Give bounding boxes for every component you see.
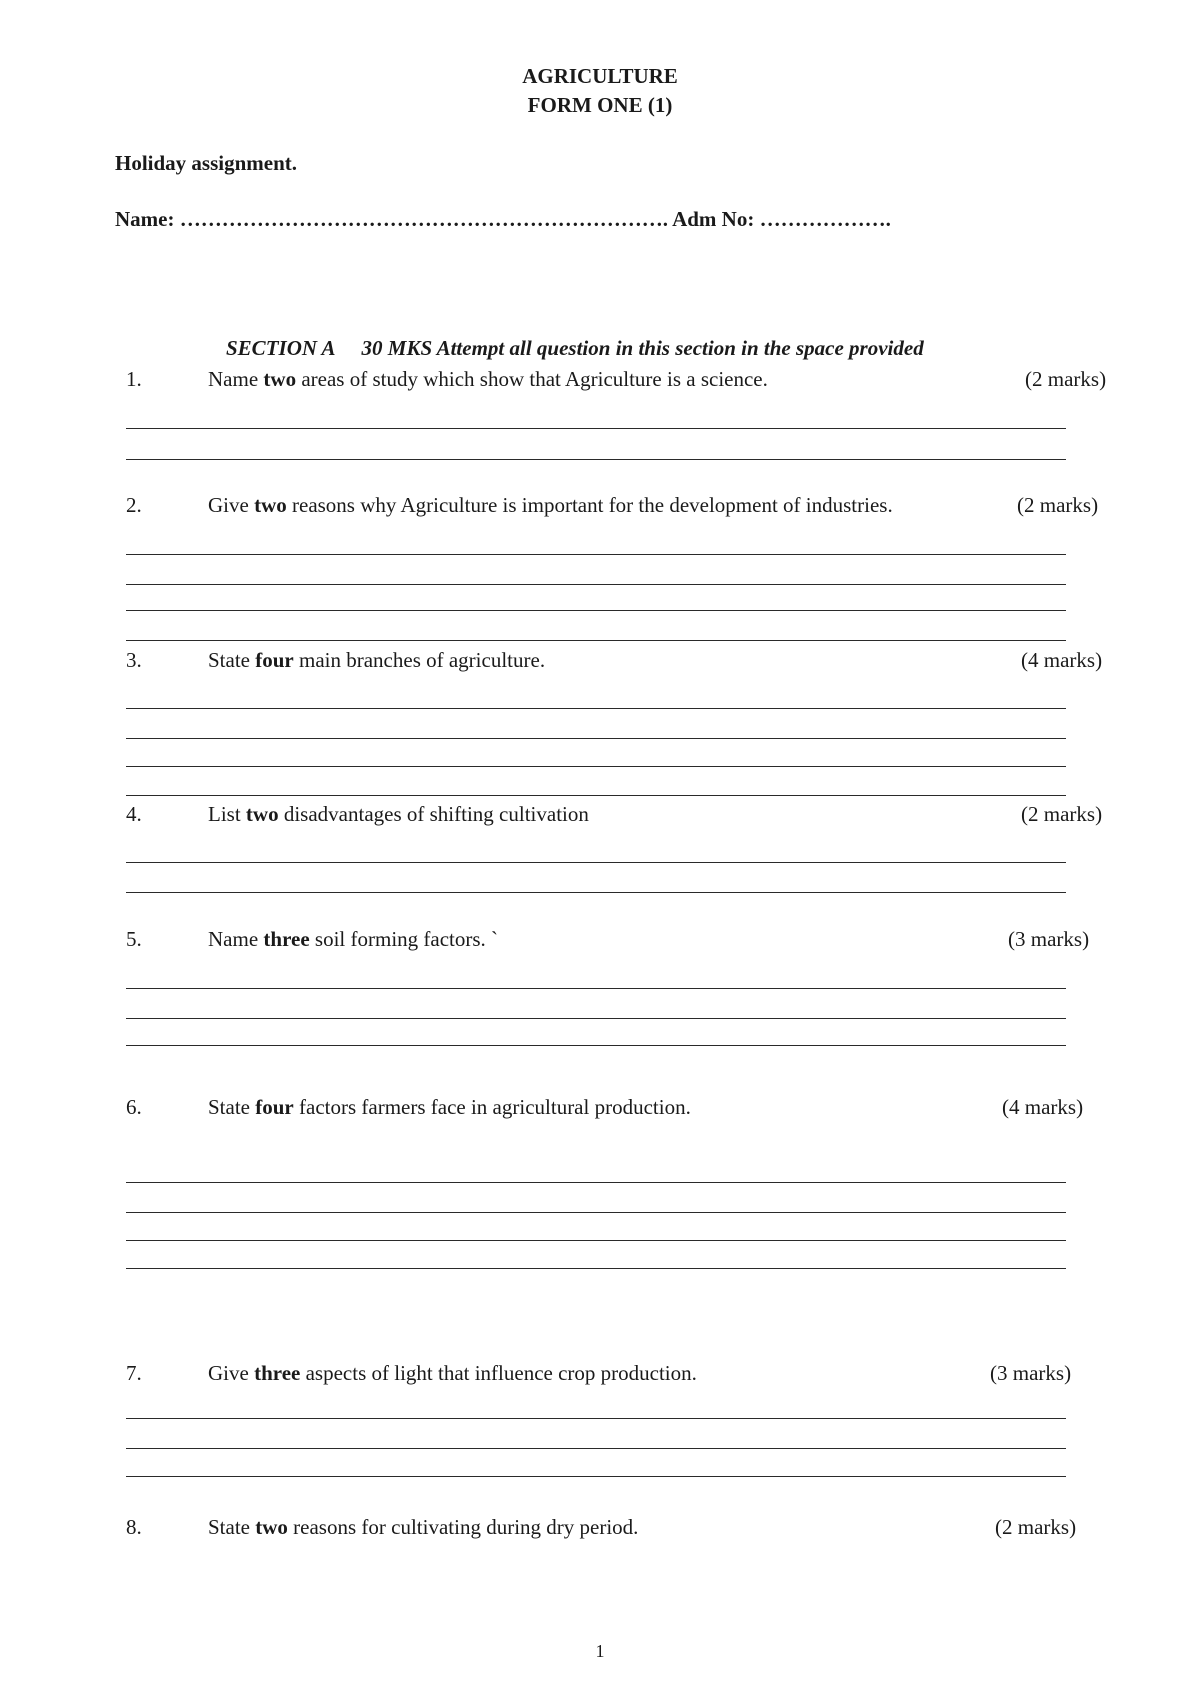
question-marks: (3 marks) — [990, 1361, 1072, 1385]
question-keyword: two — [254, 493, 287, 517]
question-number: 3. — [126, 648, 142, 672]
answer-line[interactable] — [126, 640, 1066, 641]
question-text: Give three aspects of light that influence crop production. — [208, 1361, 697, 1385]
name-label: Name: — [115, 207, 175, 231]
question-keyword: four — [255, 1095, 294, 1119]
answer-line[interactable] — [126, 1018, 1066, 1019]
question-marks: (4 marks) — [1002, 1095, 1084, 1119]
question-marks: (3 marks) — [1008, 927, 1090, 951]
section-label: SECTION A — [226, 336, 336, 360]
answer-line[interactable] — [126, 862, 1066, 863]
question-keyword: two — [245, 802, 279, 826]
question-number: 7. — [126, 1361, 142, 1385]
question-text: Give two reasons why Agriculture is important for the development of industries. — [208, 493, 893, 517]
page-number: 1 — [595, 1641, 605, 1661]
question-keyword: three — [263, 927, 310, 951]
question-number: 6. — [126, 1095, 142, 1119]
section-heading — [226, 336, 924, 361]
question-marks: (4 marks) — [1021, 648, 1103, 672]
question-number: 2. — [126, 493, 142, 517]
question-text: Name three soil forming factors. ` — [208, 927, 499, 951]
question-text: Name two areas of study which show that Agriculture is a science. — [208, 367, 768, 391]
answer-line[interactable] — [126, 708, 1066, 709]
question-keyword: four — [255, 648, 294, 672]
answer-line[interactable] — [126, 738, 1066, 739]
answer-line[interactable] — [126, 1240, 1066, 1241]
form-title: FORM ONE (1) — [527, 93, 673, 117]
question-number: 8. — [126, 1515, 142, 1539]
assignment-title: Holiday assignment. — [115, 151, 298, 175]
answer-line[interactable] — [126, 610, 1066, 611]
answer-line[interactable] — [126, 1182, 1066, 1183]
question-number: 4. — [126, 802, 142, 826]
question-number: 5. — [126, 927, 142, 951]
question-marks: (2 marks) — [1021, 802, 1103, 826]
answer-line[interactable] — [126, 988, 1066, 989]
answer-line[interactable] — [126, 1418, 1066, 1419]
answer-line[interactable] — [126, 892, 1066, 893]
answer-line[interactable] — [126, 1045, 1066, 1046]
name-adm-row — [115, 207, 891, 232]
question-text: State four main branches of agriculture. — [208, 648, 546, 672]
answer-line[interactable] — [126, 554, 1066, 555]
question-text: State two reasons for cultivating during dry period. — [208, 1515, 639, 1539]
name-blank[interactable]: ……………………………………………………………. — [179, 207, 668, 231]
answer-line[interactable] — [126, 795, 1066, 796]
question-text: List two disadvantages of shifting cultivation — [208, 802, 589, 826]
adm-blank[interactable]: ………………. — [759, 207, 891, 231]
question-marks: (2 marks) — [995, 1515, 1077, 1539]
answer-line[interactable] — [126, 459, 1066, 460]
answer-line[interactable] — [126, 1268, 1066, 1269]
adm-label: Adm No: — [672, 207, 755, 231]
answer-line[interactable] — [126, 1448, 1066, 1449]
question-text: State four factors farmers face in agricultural production. — [208, 1095, 691, 1119]
question-keyword: three — [254, 1361, 301, 1385]
question-keyword: two — [263, 367, 297, 391]
answer-line[interactable] — [126, 766, 1066, 767]
question-number: 1. — [126, 367, 142, 391]
question-keyword: two — [255, 1515, 288, 1539]
answer-line[interactable] — [126, 428, 1066, 429]
answer-line[interactable] — [126, 1476, 1066, 1477]
answer-line[interactable] — [126, 584, 1066, 585]
question-marks: (2 marks) — [1017, 493, 1099, 517]
subject-title: AGRICULTURE — [522, 64, 678, 88]
question-marks: (2 marks) — [1025, 367, 1107, 391]
answer-line[interactable] — [126, 1212, 1066, 1213]
section-instructions: 30 MKS Attempt all question in this section in the space provided — [361, 336, 924, 360]
